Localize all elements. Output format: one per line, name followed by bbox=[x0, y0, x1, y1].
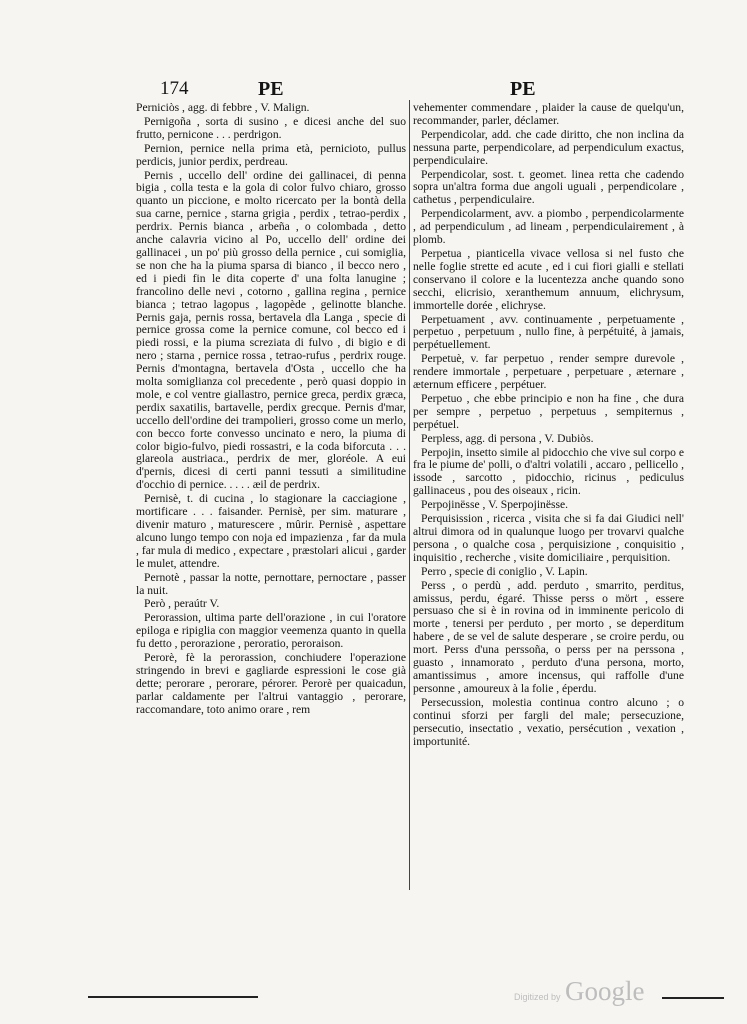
dictionary-entry: Perniciòs , agg. di febbre , V. Malign. bbox=[136, 101, 310, 114]
page-number: 174 bbox=[160, 78, 189, 99]
dictionary-entry: Perpendicolarment, avv. a piombo , perpendicolarmente , ad perpendiculum , ad lineam , perpendiculairement , à plomb. bbox=[413, 207, 684, 247]
dictionary-entry: Perpojinësse , V. Sperpojinësse. bbox=[421, 498, 569, 512]
google-wordmark: Google bbox=[564, 976, 645, 1006]
column-divider bbox=[409, 100, 410, 890]
dictionary-entry: Pernion, pernice nella prima età, pernicioto, pullus perdicis, junior perdix, perdreau. bbox=[136, 141, 406, 168]
right-column bbox=[413, 102, 684, 749]
left-running-head: PE bbox=[258, 78, 284, 100]
dictionary-entry: Perorassion, ultima parte dell'orazione , in cui l'oratore epiloga e ripiglia con maggior veemenza quanto in quella fu detto , perorazione , peroratio, peroraison. bbox=[136, 611, 406, 651]
dictionary-entry: Perpetuè, v. far perpetuo , render sempre durevole , rendere immortale , perpetuare , perpetuare , æternare , æternum efficere , perpétuer. bbox=[413, 352, 684, 392]
left-column bbox=[136, 102, 406, 718]
dictionary-entry: Pernotè , passar la notte, pernottare, pernoctare , passer la nuit. bbox=[136, 570, 406, 597]
dictionary-entry: Perss , o perdù , add. perduto , smarrito, perditus, amissus, perdu, égaré. Thisse perss o mört , essere persuaso che si è in rovina od in imminente pericolo di morte , tenersi per perduto , per morto , se deperditum habere , de se vel de salute desperare , se croire perdu, ou mort. Perss d'una perssoña, o perss per na perssona , guasto , innamorato , perduto d'una persona, morto, amantissimus , amore incensus, qui raffolle d'une personne , amoureux à la folie , éperdu. bbox=[413, 578, 684, 695]
dictionary-entry: Perpetuo , che ebbe principio e non ha fine , che dura per sempre , perpetuo , perpetuus , sempiternus , perpétuel. bbox=[413, 391, 684, 431]
digitized-by-text: Digitized by bbox=[514, 992, 561, 1002]
dictionary-entry: Perpetuament , avv. continuamente , perpetuamente , perpetuo , perpetuum , nullo fine, à perpétuité, à jamais, perpétuellement. bbox=[413, 312, 684, 352]
bottom-rule-left bbox=[88, 996, 258, 998]
digitized-watermark bbox=[514, 976, 644, 1007]
right-running-head: PE bbox=[510, 78, 536, 100]
dictionary-entry: Però , peraútr V. bbox=[144, 597, 220, 611]
dictionary-entry: Pernisè, t. di cucina , lo stagionare la cacciagione , mortificare . . . faisander. Pernisè, per sim. maturare , divenir maturo , maturescere , mûrir. Pernisè , aspettare alcuno lungo tempo con noja ed impazienza , far da mula , far mula di medico , expectare , præstolari alicui , garder le mulet, attendre. bbox=[136, 492, 406, 570]
page-header bbox=[0, 78, 747, 100]
dictionary-entry: Perpless, agg. di persona , V. Dubiòs. bbox=[421, 431, 594, 445]
dictionary-entry: Perpetua , pianticella vivace vellosa si nel fusto che nelle foglie strette ed acute , ed i cui fiori gialli e stellati conservano il colore e la lucentezza anche quando sono secchi, elicrisio, xeranthemum annuum, elichrysum, immortelle dorée , elichryse. bbox=[413, 246, 684, 312]
dictionary-entry: Perpojin, insetto simile al pidocchio che vive sul corpo e fra le piume de' polli, o d'altri volatili , accaro , pellicello , issode , sarcotto , pidocchio, ricinus , pediculus gallinaceus , pou des oiseaux , ricin. bbox=[413, 445, 684, 498]
dictionary-entry: Persecussion, molestia continua contro alcuno ; o continui sforzi per fargli del male; persecuzione, persecutio, insectatio , vexatio, persécution , vexation , importunité. bbox=[413, 695, 684, 748]
dictionary-entry: Perro , specie di coniglio , V. Lapin. bbox=[421, 564, 588, 578]
bottom-rule-right bbox=[662, 997, 724, 999]
dictionary-entry: Perpendicolar, add. che cade diritto, che non inclina da nessuna parte, perpendicolare, ad perpendiculum exactus, perpendiculaire. bbox=[413, 127, 684, 167]
dictionary-entry: Perquisission , ricerca , visita che si fa dai Giudici nell' altrui dimora od in qualunque luogo per trovarvi qualche persona , o qualche cosa , perquisizione , conquisitio , inquisitio , recherche , visite domiciliaire , perquisition. bbox=[413, 512, 684, 564]
dictionary-entry: Pernigoña , sorta di susino , e dicesi anche del suo frutto, pernicone . . . perdrigon. bbox=[136, 114, 406, 141]
dictionary-entry: vehementer commendare , plaider la cause de quelqu'un, recommander, parler, déclamer. bbox=[413, 101, 684, 127]
dictionary-entry: Perpendicolar, sost. t. geomet. linea retta che cadendo sopra un'altra forma due angoli uguali , perpendicolare , cathetus , perpendiculaire. bbox=[413, 167, 684, 207]
dictionary-entry: Perorè, fè la perorassion, conchiudere l'operazione stringendo in brevi e gagliarde espressioni le cose già dette; perorare , perorare, pérorer. Perorè per quaicadun, parlar caldamente per l'altrui vantaggio , perorare, raccomandare, toto animo orare , rem bbox=[136, 651, 406, 716]
dictionary-entry: Pernis , uccello dell' ordine dei gallinacei, di penna bigia , colla testa e la gola di color fulvo chiaro, grosso quanto un piccione, e molto ricercato per la bontà della sua carne, pernice , starna grigia , perdix , tetrao-perdix , perdrix. Pernis bianca , arbeña , o colombada , detto anche calavria vicino al Po, uccello dell' ordine dei gallinacei , un po' più grosso della pernice , cui somiglia, se non che ha la piuma sparsa di bianco , il becco nero , ed i piedi fin le dita coperte d' una folta lanugine ; francolino delle nevi , cotorno , gallina regina , pernice bianca ; tetrao lagopus , lagopède , gelinotte blanche. Pernis gaja, pernis rossa, bertavela dla Langa , specie di pernice grossa come la pernice comune, col becco ed i piedi rossi, e la piuma screziata di fulvo , di bigio e di nero ; starna , pernice rossa , tetrao-rufus , perdrix rouge. Pernis d'montagna, bertavela d'Osta , uccello che ha molta somiglianza col precedente , però quasi doppio in mole, e col ventre giallastro, pernice greca, perdix græca, perdix saxatilis, bartavelle, perdix grecque. Pernis d'mar, uccello dell'ordine dei trampolieri, grosso come un merlo, con becco forte convesso uncinato e nero, la piuma di color bigio-fulvo, piedi rossastri, e la coda biforcuta . . . glareola austriaca., perdrix de mer, gloréole. A eui d'pernis, dicesi di certi panni tessuti a similitudine d'occhio di pernice. . . . . æil de perdrix. bbox=[136, 168, 406, 492]
